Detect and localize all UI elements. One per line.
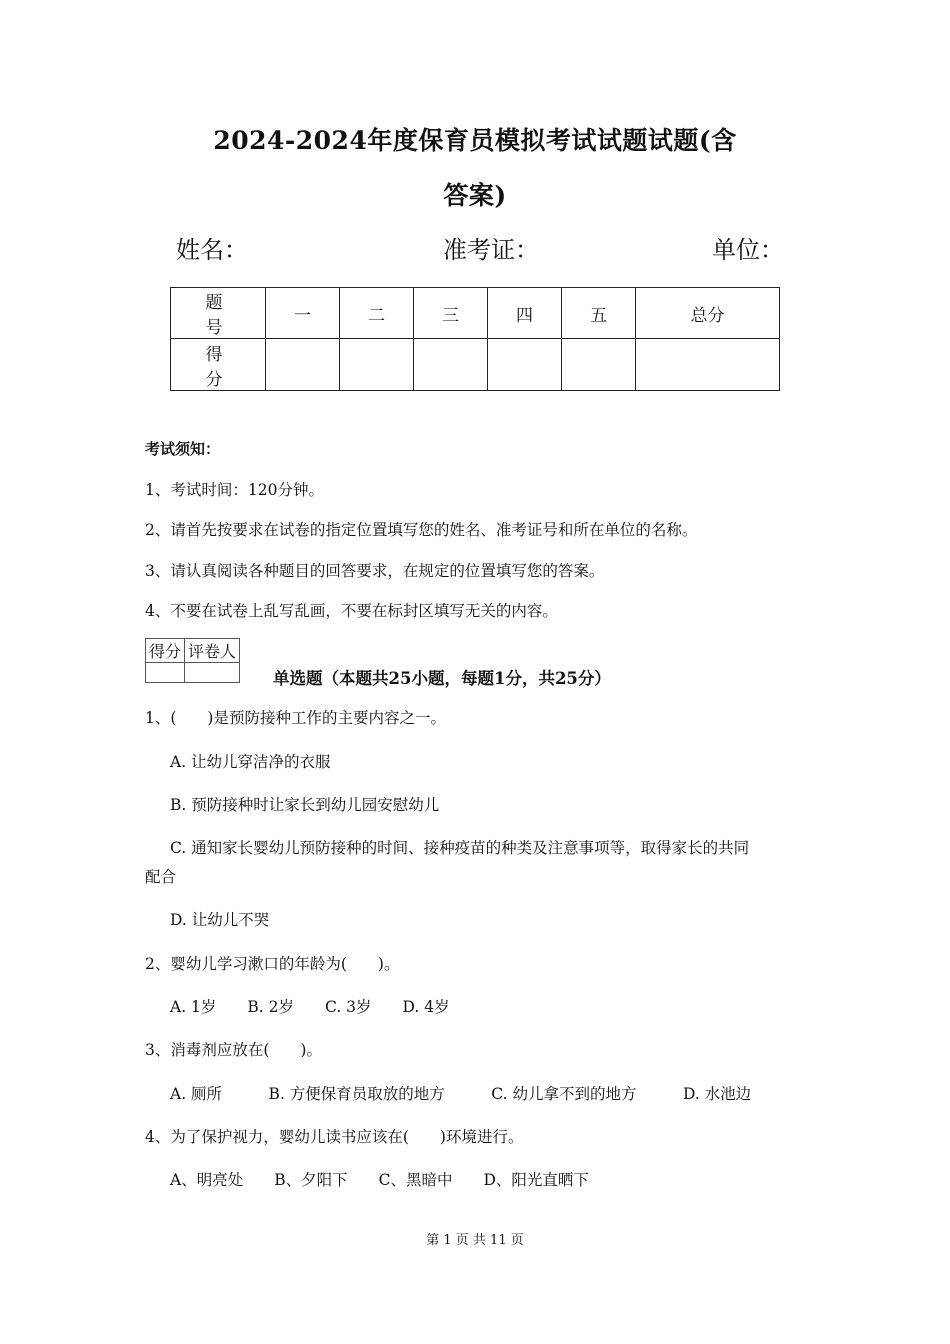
question-stem: 1、( )是预防接种工作的主要内容之一。 xyxy=(145,709,446,727)
section-5-score-cell xyxy=(562,339,636,391)
grader-box xyxy=(145,638,240,683)
question-option: C. 通知家长婴幼儿预防接种的时间、接种疫苗的种类及注意事项等，取得家长的共同 xyxy=(170,839,750,857)
section-3-score-cell xyxy=(414,339,488,391)
score-table xyxy=(170,287,780,391)
question-option: B. 预防接种时让家长到幼儿园安慰幼儿 xyxy=(170,796,440,814)
section-4-score-cell xyxy=(488,339,562,391)
unit-label: 单位： xyxy=(712,236,784,264)
total-score-cell xyxy=(636,339,780,391)
grader-name-label: 评卷人 xyxy=(185,639,240,663)
name-label: 姓名： xyxy=(176,236,248,264)
score-table-score-row xyxy=(171,339,780,391)
question-options: A. 厕所 B. 方便保育员取放的地方 C. 幼儿拿不到的地方 D. 水池边 xyxy=(170,1085,752,1103)
question-number-header: 题 号 xyxy=(171,288,266,339)
section-2-header: 二 xyxy=(340,288,414,339)
section-4-header: 四 xyxy=(488,288,562,339)
score-table-header-row xyxy=(171,288,780,339)
exam-number-label: 准考证： xyxy=(443,236,539,264)
grader-score-label: 得分 xyxy=(146,639,185,663)
section-1-header: 一 xyxy=(266,288,340,339)
notice-item: 1、考试时间：120分钟。 xyxy=(145,481,324,499)
section-1-score-cell xyxy=(266,339,340,391)
question-options: A、明亮处 B、夕阳下 C、黑暗中 D、阳光直晒下 xyxy=(170,1171,589,1189)
exam-title-line1: 2024-2024年度保育员模拟考试试题试题(含 xyxy=(213,126,737,155)
question-stem: 2、婴幼儿学习漱口的年龄为( )。 xyxy=(145,955,400,973)
question-stem: 4、为了保护视力，婴幼儿读书应该在( )环境进行。 xyxy=(145,1128,524,1146)
question-stem: 3、消毒剂应放在( )。 xyxy=(145,1041,322,1059)
section-2-score-cell xyxy=(340,339,414,391)
question-option: A. 让幼儿穿洁净的衣服 xyxy=(170,753,331,771)
question-option: D. 让幼儿不哭 xyxy=(170,911,270,929)
section-5-header: 五 xyxy=(562,288,636,339)
exam-title-line2: 答案) xyxy=(443,181,507,210)
grader-name-cell xyxy=(185,663,240,683)
total-score-header: 总分 xyxy=(636,288,780,339)
question-option-continued: 配合 xyxy=(145,868,177,886)
score-row-label: 得 分 xyxy=(171,339,266,391)
notice-item: 4、不要在试卷上乱写乱画，不要在标封区填写无关的内容。 xyxy=(145,602,558,620)
notice-item: 2、请首先按要求在试卷的指定位置填写您的姓名、准考证号和所在单位的名称。 xyxy=(145,521,698,539)
notice-item: 3、请认真阅读各种题目的回答要求，在规定的位置填写您的答案。 xyxy=(145,562,605,580)
page-footer: 第 1 页 共 11 页 xyxy=(426,1233,524,1248)
section-3-header: 三 xyxy=(414,288,488,339)
section-title: 单选题（本题共25小题，每题1分，共25分） xyxy=(273,669,611,688)
notice-title: 考试须知： xyxy=(145,440,221,458)
question-options: A. 1岁 B. 2岁 C. 3岁 D. 4岁 xyxy=(170,998,450,1016)
grader-score-cell xyxy=(146,663,185,683)
